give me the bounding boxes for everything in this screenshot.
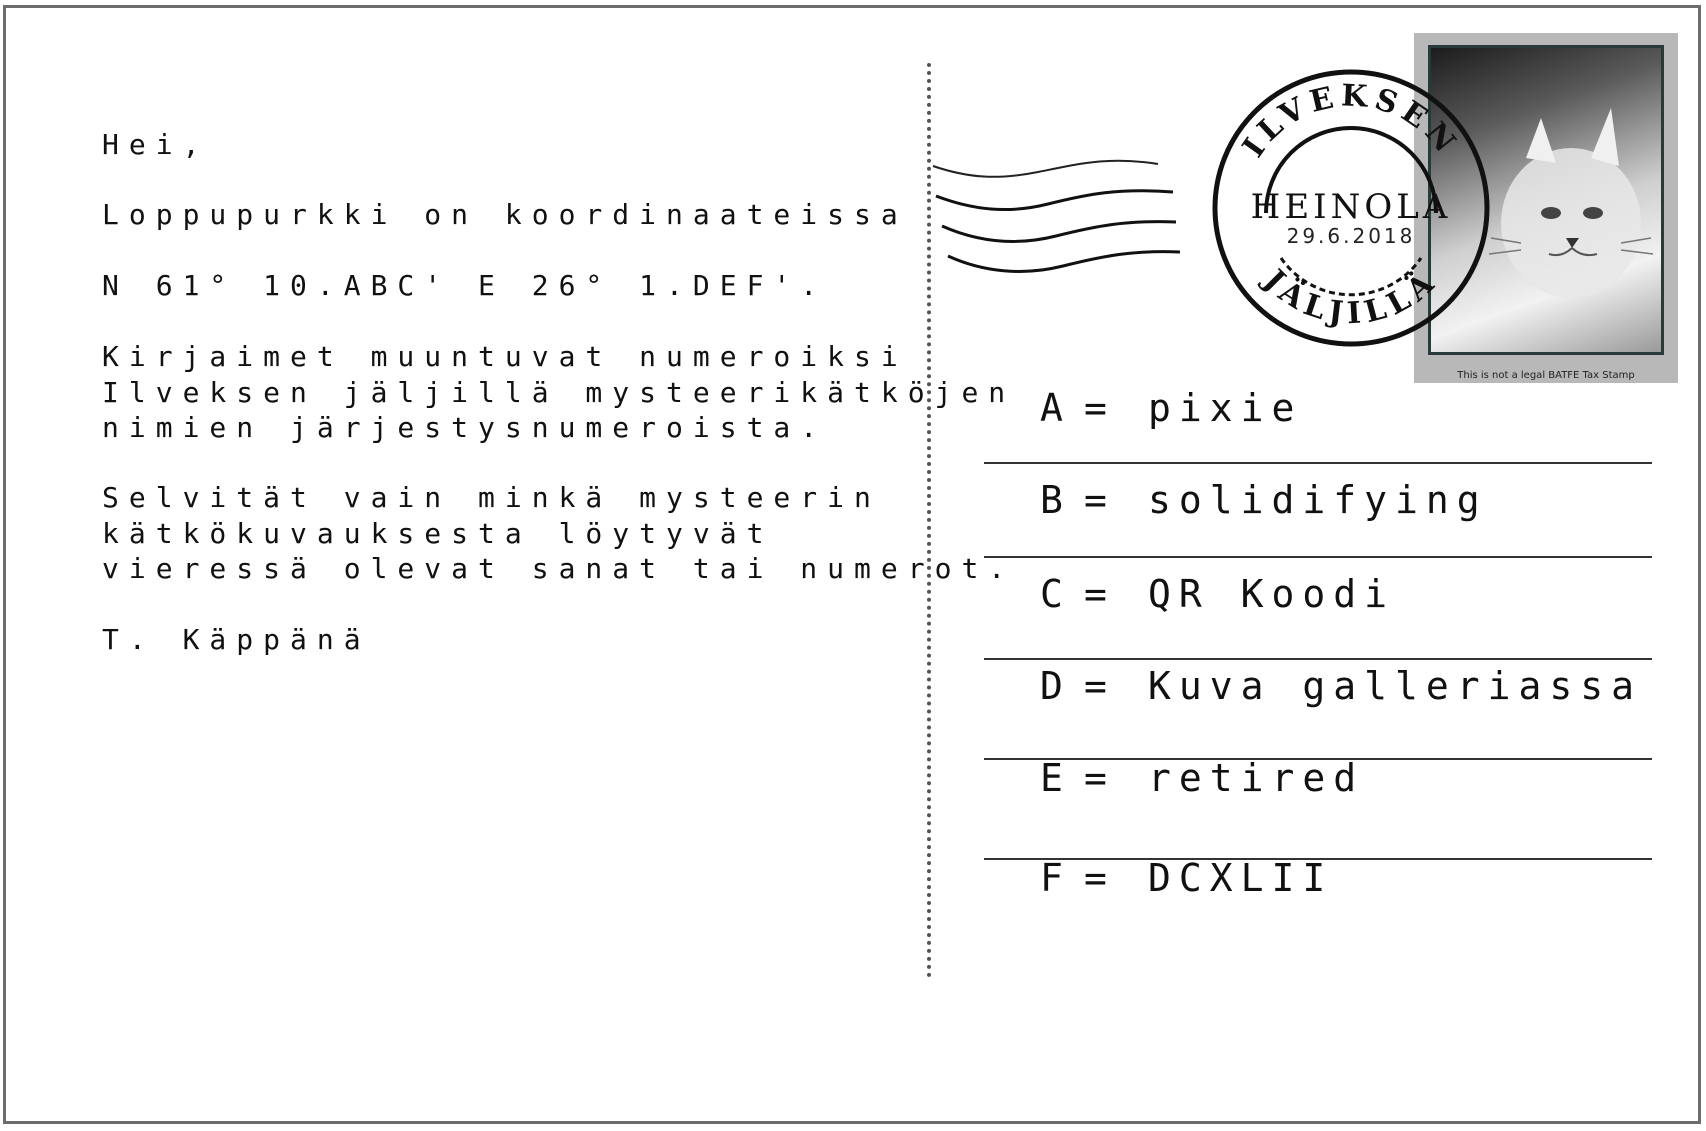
key-value: QR Koodi [1148,572,1396,616]
message-line: N 61° 10.ABC' E 26° 1.DEF'. [102,269,828,302]
key-equals: = [1084,664,1115,708]
cancellation-waves-icon [928,158,1188,298]
stamp-caption: This is not a legal BATFE Tax Stamp [1457,370,1635,381]
message-line: nimien järjestysnumeroista. [102,411,828,444]
signature: T. Käppänä [102,623,371,656]
postmark-date: 29.6.2018 [1286,224,1416,248]
key-equals: = [1084,756,1115,800]
key-value: DCXLII [1148,856,1334,900]
key-letter: C [1040,572,1071,616]
postmark [1206,63,1496,353]
key-equals: = [1084,478,1115,522]
greeting: Hei, [102,128,210,161]
message-line: kätkökuvauksesta löytyvät [102,517,774,550]
message-line: Loppupurkki on koordinaateissa [102,198,908,231]
postmark-top-text: ILVEKSEN [1235,78,1466,164]
key-equals: = [1084,572,1115,616]
key-row-c [984,574,1684,664]
key-letter: B [1040,478,1071,522]
key-value: retired [1148,756,1365,800]
message-line: vieressä olevat sanat tai numerot. [102,552,1016,585]
key-value: pixie [1148,386,1303,430]
key-letter: E [1040,756,1071,800]
key-letter: D [1040,664,1071,708]
key-underline [984,556,1652,558]
key-value: Kuva galleriassa [1148,664,1643,708]
key-row-d [984,666,1684,756]
key-row-e [984,758,1684,848]
key-letter: A [1040,386,1071,430]
message-line: Ilveksen jäljillä mysteerikätköjen [102,376,1016,409]
key-equals: = [1084,856,1115,900]
message-line: Kirjaimet muuntuvat numeroiksi [102,340,908,373]
postmark-bottom-text: JÄLJILLÄ [1257,262,1446,332]
message-line: Selvität vain minkä mysteerin [102,481,881,514]
postcard [3,5,1701,1124]
key-underline [984,462,1652,464]
key-letter: F [1040,856,1071,900]
svg-text:ILVEKSEN [1236,78,1466,164]
key-row-b [984,480,1684,570]
key-equals: = [1084,386,1115,430]
key-value: solidifying [1148,478,1488,522]
key-row-a [984,388,1684,478]
key-underline [984,658,1652,660]
key-row-f [984,858,1684,948]
postmark-city: HEINOLA [1250,187,1452,227]
svg-text:JÄLJILLÄ [1255,261,1445,331]
